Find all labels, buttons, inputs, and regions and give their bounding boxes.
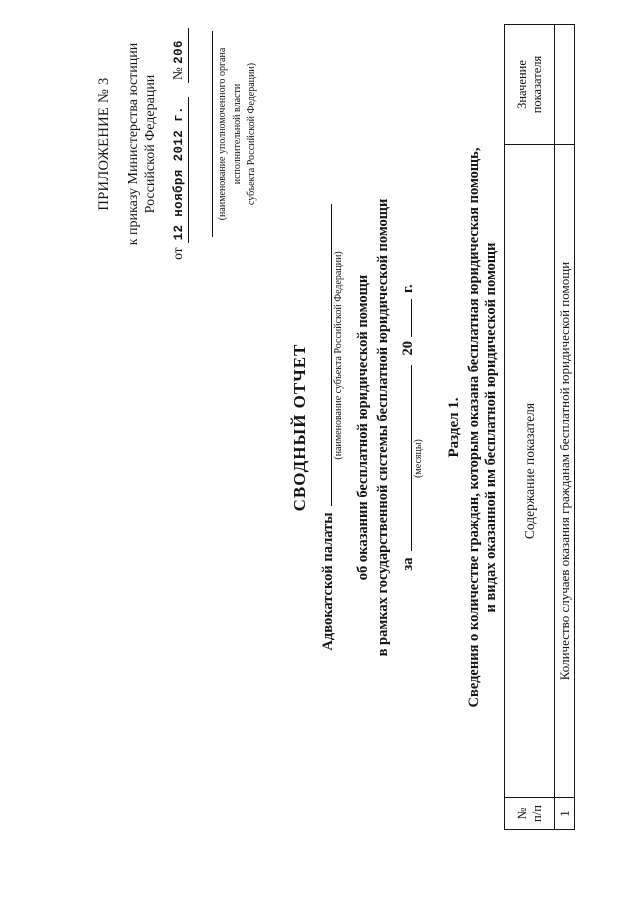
authority-caption-line3: субъекта Российской Федерации) xyxy=(246,62,257,206)
subject-caption: (наименование субъекта Российской Федерации) xyxy=(333,251,344,460)
subtitle-line2: в рамках государственной системы бесплатной юридической помощи xyxy=(375,198,391,657)
authority-caption-line2: исполнительной власти xyxy=(231,83,243,185)
header-num-line2: п/п xyxy=(529,805,544,822)
order-date-blank xyxy=(169,97,189,243)
appendix-order-ref-line1: к приказу Министерства юстиции xyxy=(126,42,141,246)
cell-row-value xyxy=(555,25,575,145)
appendix-order-date-line xyxy=(169,10,189,278)
order-date-value: 12 ноября 2012 г. xyxy=(172,106,186,241)
header-value-line2: показателя xyxy=(529,55,544,114)
period-line xyxy=(397,25,424,830)
authority-caption xyxy=(212,31,260,237)
section1-title-line1: Сведения о количестве граждан, которым оказана бесплатная юридическая помощь, xyxy=(466,147,482,708)
appendix-order-ref-line2: Российской Федерации xyxy=(143,74,158,214)
header-cell-content: Содержание показателя xyxy=(505,145,555,798)
period-year-suffix: г. xyxy=(400,284,416,293)
cell-row-content: Количество случаев оказания гражданам бесплатной юридической помощи xyxy=(555,145,575,798)
subject-line xyxy=(317,25,344,830)
period-year-prefix: 20 xyxy=(400,341,416,356)
order-number-blank xyxy=(169,28,189,83)
appendix-stamp xyxy=(96,10,189,278)
cell-row-num: 1 xyxy=(555,798,575,830)
report-table xyxy=(504,24,575,830)
appendix-title: ПРИЛОЖЕНИЕ № 3 xyxy=(96,77,112,211)
period-months-blank xyxy=(397,366,424,552)
header-value-line1: Значение xyxy=(514,60,529,109)
header-cell-num xyxy=(505,798,555,830)
subject-label: Адвокатской палаты xyxy=(320,512,336,651)
period-year-blank xyxy=(397,299,412,337)
header-cell-value xyxy=(505,25,555,145)
table-row xyxy=(555,25,575,830)
number-sign: № xyxy=(170,67,185,81)
authority-caption-line1: (наименование уполномоченного органа xyxy=(217,47,228,221)
header-num-line1: № xyxy=(514,807,529,820)
period-prefix: за xyxy=(400,557,416,571)
section1-heading: Раздел 1. xyxy=(446,397,462,458)
subject-blank xyxy=(317,204,344,506)
document-title: СВОДНЫЙ ОТЧЕТ xyxy=(290,343,309,512)
table-header-row xyxy=(505,25,555,830)
period-months-caption: (месяцы) xyxy=(413,439,424,478)
section1-title-line2: и видах оказанной им бесплатной юридической помощи xyxy=(483,242,499,613)
order-date-prefix: от xyxy=(170,247,185,260)
order-number-value: 206 xyxy=(172,40,186,64)
subtitle-line1: об оказании бесплатной юридической помощи xyxy=(355,274,371,581)
